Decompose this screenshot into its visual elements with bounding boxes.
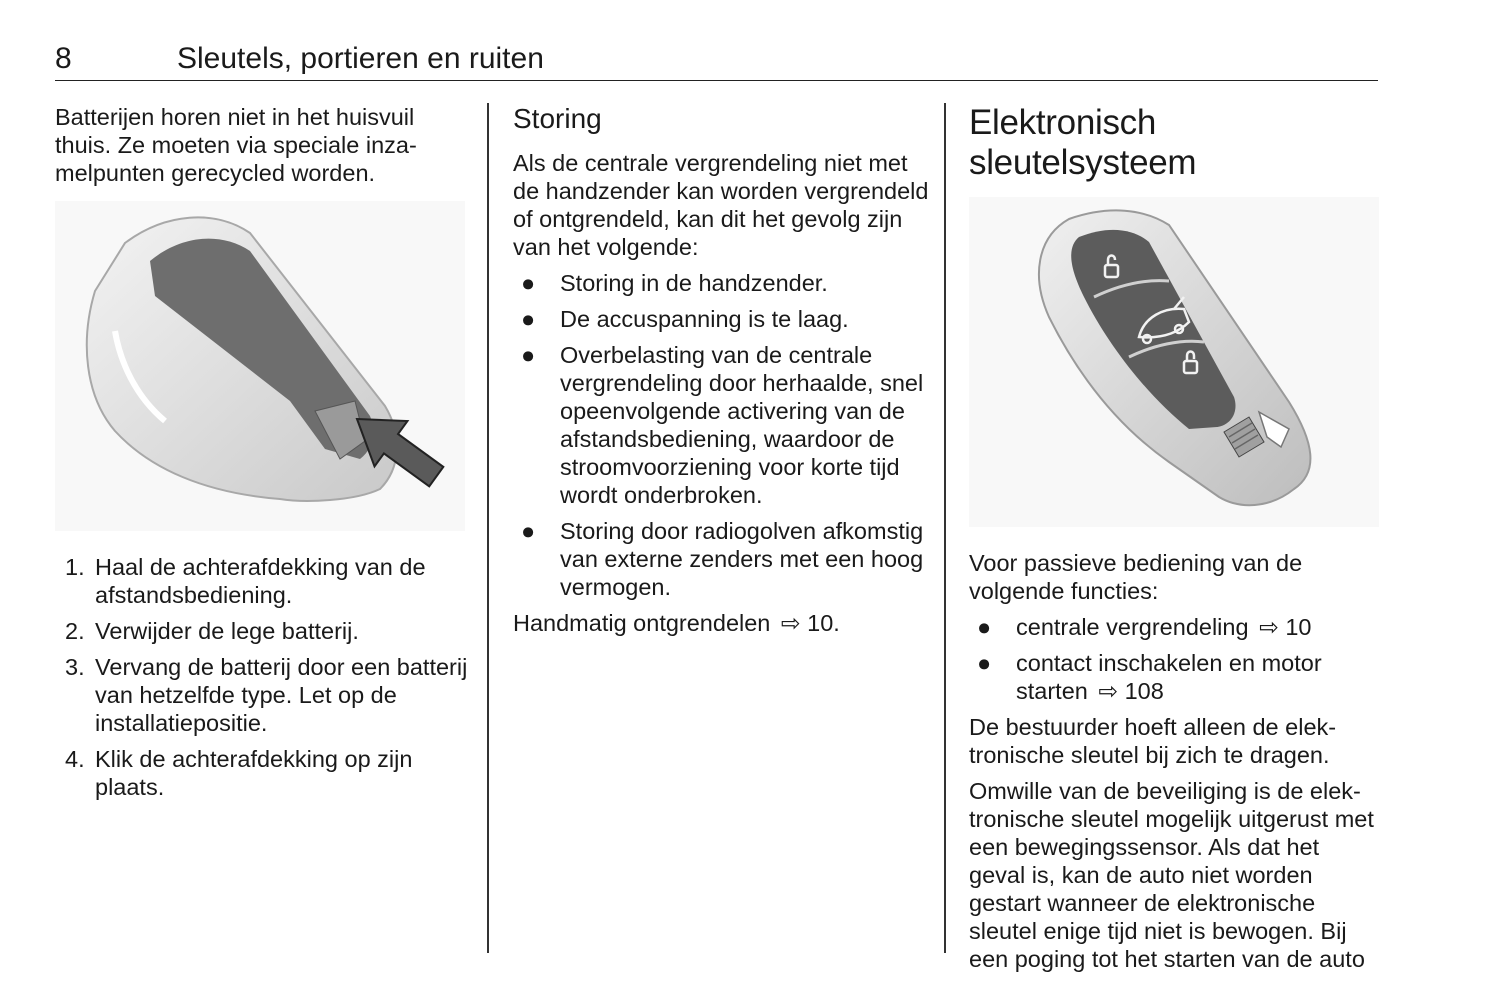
step-number: 2. — [65, 618, 85, 644]
column-right — [969, 103, 1381, 981]
step-number: 1. — [65, 554, 85, 580]
column-left — [55, 103, 475, 809]
step-text: Klik de achterafdekking op zijn plaats. — [95, 746, 413, 800]
page-reference-number: 108 — [1124, 678, 1164, 704]
step-text: Vervang de batterij door een batterij van hetzelfde type. Let op de installatiepositie. — [95, 654, 468, 736]
reference-text: Handmatig ontgrendelen — [513, 610, 771, 636]
passive-operation-intro: Voor passieve bediening van de volgende functies: — [969, 550, 1303, 604]
list-item — [55, 745, 475, 801]
bullet-icon: ● — [977, 650, 992, 676]
list-item — [55, 553, 475, 609]
bullet-text: De accuspanning is te laag. — [560, 306, 849, 332]
battery-cover-illustration — [55, 201, 465, 531]
storing-causes-list — [513, 269, 933, 601]
list-item — [969, 649, 1381, 705]
step-text: Haal de achterafdekking van de afstandsbediening. — [95, 554, 426, 608]
chapter-title: Sleutels, portieren en ruiten — [177, 42, 544, 75]
bullet-icon: ● — [521, 306, 536, 332]
step-text: Verwijder de lege batterij. — [95, 618, 359, 644]
bullet-text: contact inschakelen en motor starten — [1016, 650, 1322, 704]
motion-sensor-text: Omwille van de beveiliging is de elektronische sleutel mogelijk uitgerust met een bewegingssensor. Als dat het geval is, kan de auto niet worden gestart wanneer de elektronische sleutel enige tijd niet is bewogen. Bij een poging tot het starten van de auto — [969, 778, 1374, 972]
page-reference-arrow-icon: ⇨ — [780, 610, 801, 636]
bullet-text: Storing door radiogolven afkomstig van externe zenders met een hoog vermogen. — [560, 518, 924, 600]
step-number: 3. — [65, 654, 85, 680]
page-reference-number: 10. — [807, 610, 840, 636]
passive-functions-list — [969, 613, 1381, 705]
manual-unlock-reference — [513, 609, 933, 637]
list-item — [513, 305, 933, 333]
page-header — [55, 42, 1378, 81]
column-divider — [944, 103, 946, 953]
bullet-icon: ● — [521, 342, 536, 368]
driver-key-text: De bestuurder hoeft alleen de elektronische sleutel bij zich te dragen. — [969, 714, 1337, 768]
section-heading-storing: Storing — [513, 103, 602, 134]
battery-steps-list — [55, 553, 475, 801]
list-item — [55, 617, 475, 645]
step-number: 4. — [65, 746, 85, 772]
section-heading-key-system: Elektronisch sleutelsysteem — [969, 103, 1197, 182]
bullet-text: Storing in de handzender. — [560, 270, 828, 296]
page-reference-arrow-icon: ⇨ — [1098, 678, 1119, 704]
battery-disposal-text: Batterijen horen niet in het huisvuil thuis. Ze moeten via speciale inzamelpunten gerecycled worden. — [55, 104, 417, 186]
storing-intro-text: Als de centrale vergrendeling niet met de handzender kan worden vergrendeld of ontgrendeld, kan dit het gevolg zijn van het volgende: — [513, 150, 929, 260]
column-middle — [513, 103, 933, 645]
list-item — [969, 613, 1381, 641]
bullet-text: Overbelasting van de centrale vergrendeling door herhaalde, snel opeenvolgende activering van de afstandsbediening, waardoor de stroomvoorziening voor korte tijd wordt onderbroken. — [560, 342, 924, 508]
list-item — [513, 341, 933, 509]
page-reference-arrow-icon: ⇨ — [1259, 614, 1279, 640]
list-item — [513, 517, 933, 601]
electronic-key-illustration — [969, 197, 1379, 527]
bullet-icon: ● — [521, 270, 536, 296]
page-reference-number: 10 — [1285, 614, 1312, 640]
column-divider — [487, 103, 489, 953]
bullet-icon: ● — [521, 518, 536, 544]
page-number: 8 — [55, 42, 72, 75]
bullet-text: centrale vergrendeling — [1016, 614, 1249, 640]
list-item — [55, 653, 475, 737]
list-item — [513, 269, 933, 297]
bullet-icon: ● — [977, 614, 992, 640]
